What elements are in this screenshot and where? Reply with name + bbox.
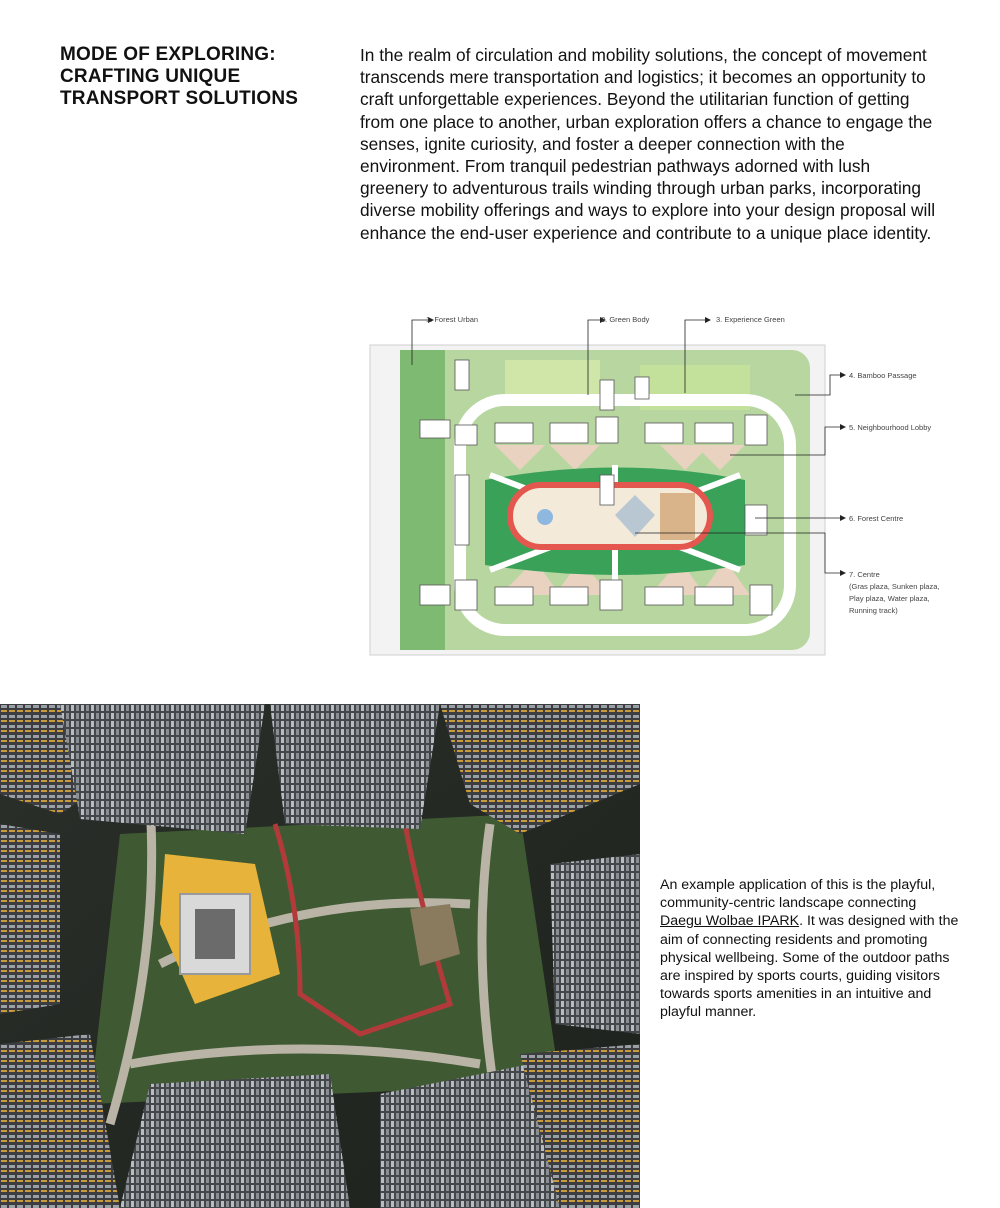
example-text-before: An example application of this is the playful, community-centric landscape connecting [660, 877, 936, 912]
tower [270, 704, 440, 829]
heading-line-3: TRANSPORT SOLUTIONS [60, 88, 299, 109]
plan-label-3: 3. Experience Green [716, 315, 785, 324]
section-heading [60, 44, 330, 110]
plan-label-5: 5. Neighbourhood Lobby [849, 423, 932, 432]
site-plan-diagram [360, 305, 1000, 675]
plan-label-6: 6. Forest Centre [849, 514, 904, 523]
pavilion-interior [195, 909, 235, 959]
intro-paragraph: In the realm of circulation and mobility solutions, the concept of movement transcends mere transportation and logistics; it becomes an opportunity to craft unforgettable experiences. Beyond the utilitarian function of getting from one place to another, urban exploration offers a chance to engage the senses, ignite curiosity, and foster a deeper connection with the environment. From tranquil pedestrian pathways adorned with lush greenery to adventurous trails winding through urban parks, incorporating diverse mobility offerings and ways to explore into your design proposal will enhance the end-user experience and contribute to a unique place identity. [360, 45, 936, 243]
plan-label-7-detail: Play plaza, Water plaza, [849, 594, 930, 603]
aerial-photo [0, 704, 640, 1208]
heading-line-2: CRAFTING UNIQUE [60, 66, 241, 87]
heading-line-1: MODE OF EXPLORING: [60, 44, 276, 65]
tower [0, 824, 60, 1014]
play-plaza [537, 509, 553, 525]
example-text-after: . It was designed with the aim of connecting residents and promoting physical wellbeing. Some of the outdoor paths are inspired by sports courts, guiding visitors towards sports amenities in an intuitive and playful manner. [660, 913, 959, 1021]
tower [60, 704, 265, 834]
plan-label-4: 4. Bamboo Passage [849, 371, 917, 380]
example-paragraph [660, 876, 960, 1022]
plan-label-1: 1. Forest Urban [426, 315, 479, 324]
project-link[interactable]: Daegu Wolbae IPARK [660, 913, 800, 930]
plan-label-7-detail: Running track) [849, 606, 898, 615]
plan-label-7-detail: (Gras plaza, Sunken plaza, [849, 582, 940, 591]
tower [550, 854, 640, 1034]
tower [120, 1074, 350, 1208]
plan-label-2: 2. Green Body [601, 315, 650, 324]
plan-label-7: 7. Centre [849, 570, 880, 579]
